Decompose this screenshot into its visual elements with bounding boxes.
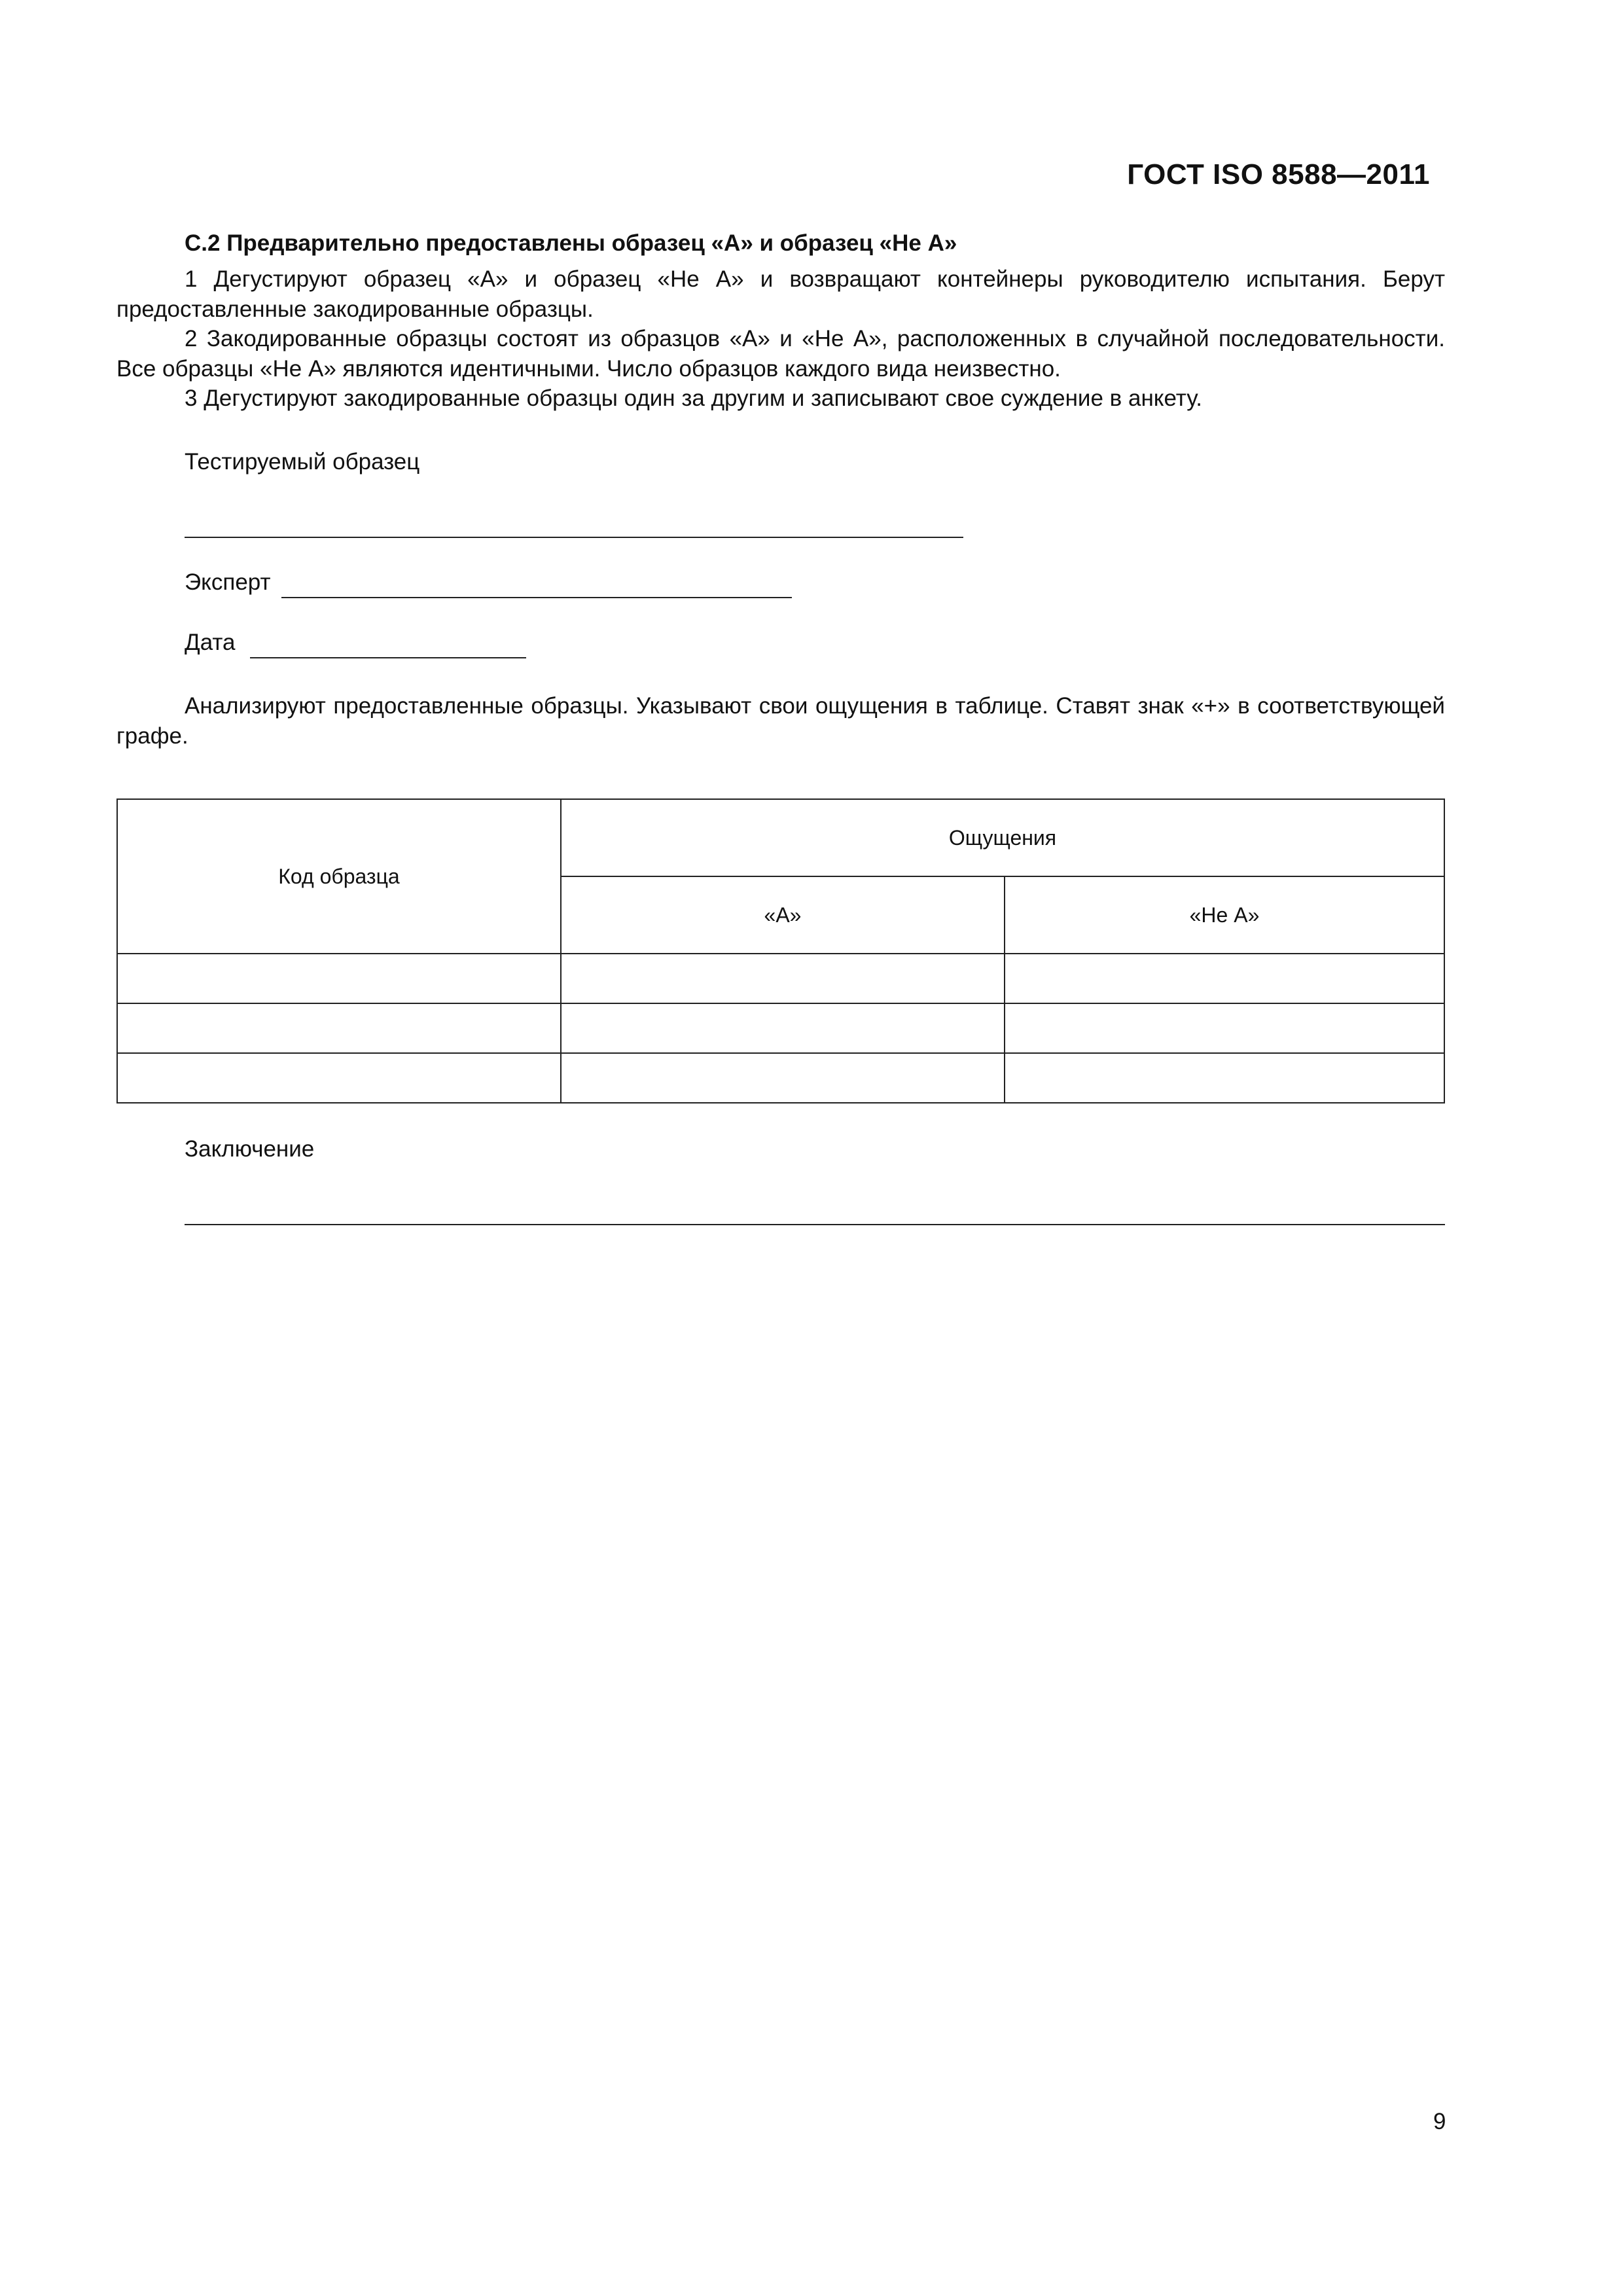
table-row — [117, 1053, 1444, 1103]
conclusion-label: Заключение — [185, 1136, 315, 1162]
paragraph-2 — [116, 324, 1445, 384]
cell-not-a[interactable] — [1005, 954, 1444, 1003]
conclusion-field[interactable] — [185, 1224, 1445, 1225]
cell-code[interactable] — [117, 954, 561, 1003]
paragraph-1 — [116, 264, 1445, 325]
response-table — [116, 798, 1445, 1103]
cell-a[interactable] — [561, 1053, 1005, 1103]
section-title: С.2 Предварительно предоставлены образец «А» и образец «Не А» — [185, 230, 957, 256]
paragraph-3-text: 3 Дегустируют закодированные образцы один за другим и записывают свое суждение в анкету. — [185, 386, 1202, 411]
expert-label: Эксперт — [185, 569, 271, 595]
cell-not-a[interactable] — [1005, 1053, 1444, 1103]
instruction-text: Анализируют предоставленные образцы. Указывают свои ощущения в таблице. Ставят знак «+» в соответствующей графе. — [116, 693, 1445, 749]
document-code: ГОСТ ISO 8588—2011 — [1127, 158, 1430, 190]
expert-field[interactable] — [281, 597, 792, 598]
paragraph-1-text: 1 Дегустируют образец «А» и образец «Не А» и возвращают контейнеры руководителю испытания. Берут предоставленные закодированные образцы. — [116, 266, 1445, 322]
tested-sample-label: Тестируемый образец — [185, 449, 420, 475]
tested-sample-field[interactable] — [185, 537, 963, 538]
cell-code[interactable] — [117, 1003, 561, 1053]
paragraph-2-text: 2 Закодированные образцы состоят из образцов «А» и «Не А», расположенных в случайной последовательности. Все образцы «Не А» являются идентичными. Число образцов каждого вида неизвестно. — [116, 326, 1445, 382]
cell-a[interactable] — [561, 1003, 1005, 1053]
cell-code[interactable] — [117, 1053, 561, 1103]
paragraph-3 — [116, 384, 1445, 414]
column-group-header-sensations: Ощущения — [561, 799, 1444, 876]
page-number: 9 — [1433, 2109, 1446, 2134]
column-header-a: «А» — [561, 876, 1005, 954]
table-row — [117, 1003, 1444, 1053]
table-row — [117, 954, 1444, 1003]
date-label: Дата — [185, 630, 236, 655]
date-field[interactable] — [250, 657, 526, 658]
column-header-not-a: «Не А» — [1005, 876, 1444, 954]
cell-not-a[interactable] — [1005, 1003, 1444, 1053]
cell-a[interactable] — [561, 954, 1005, 1003]
table-header-row — [117, 799, 1444, 876]
instruction-paragraph — [116, 691, 1445, 751]
column-header-code: Код образца — [117, 799, 561, 954]
